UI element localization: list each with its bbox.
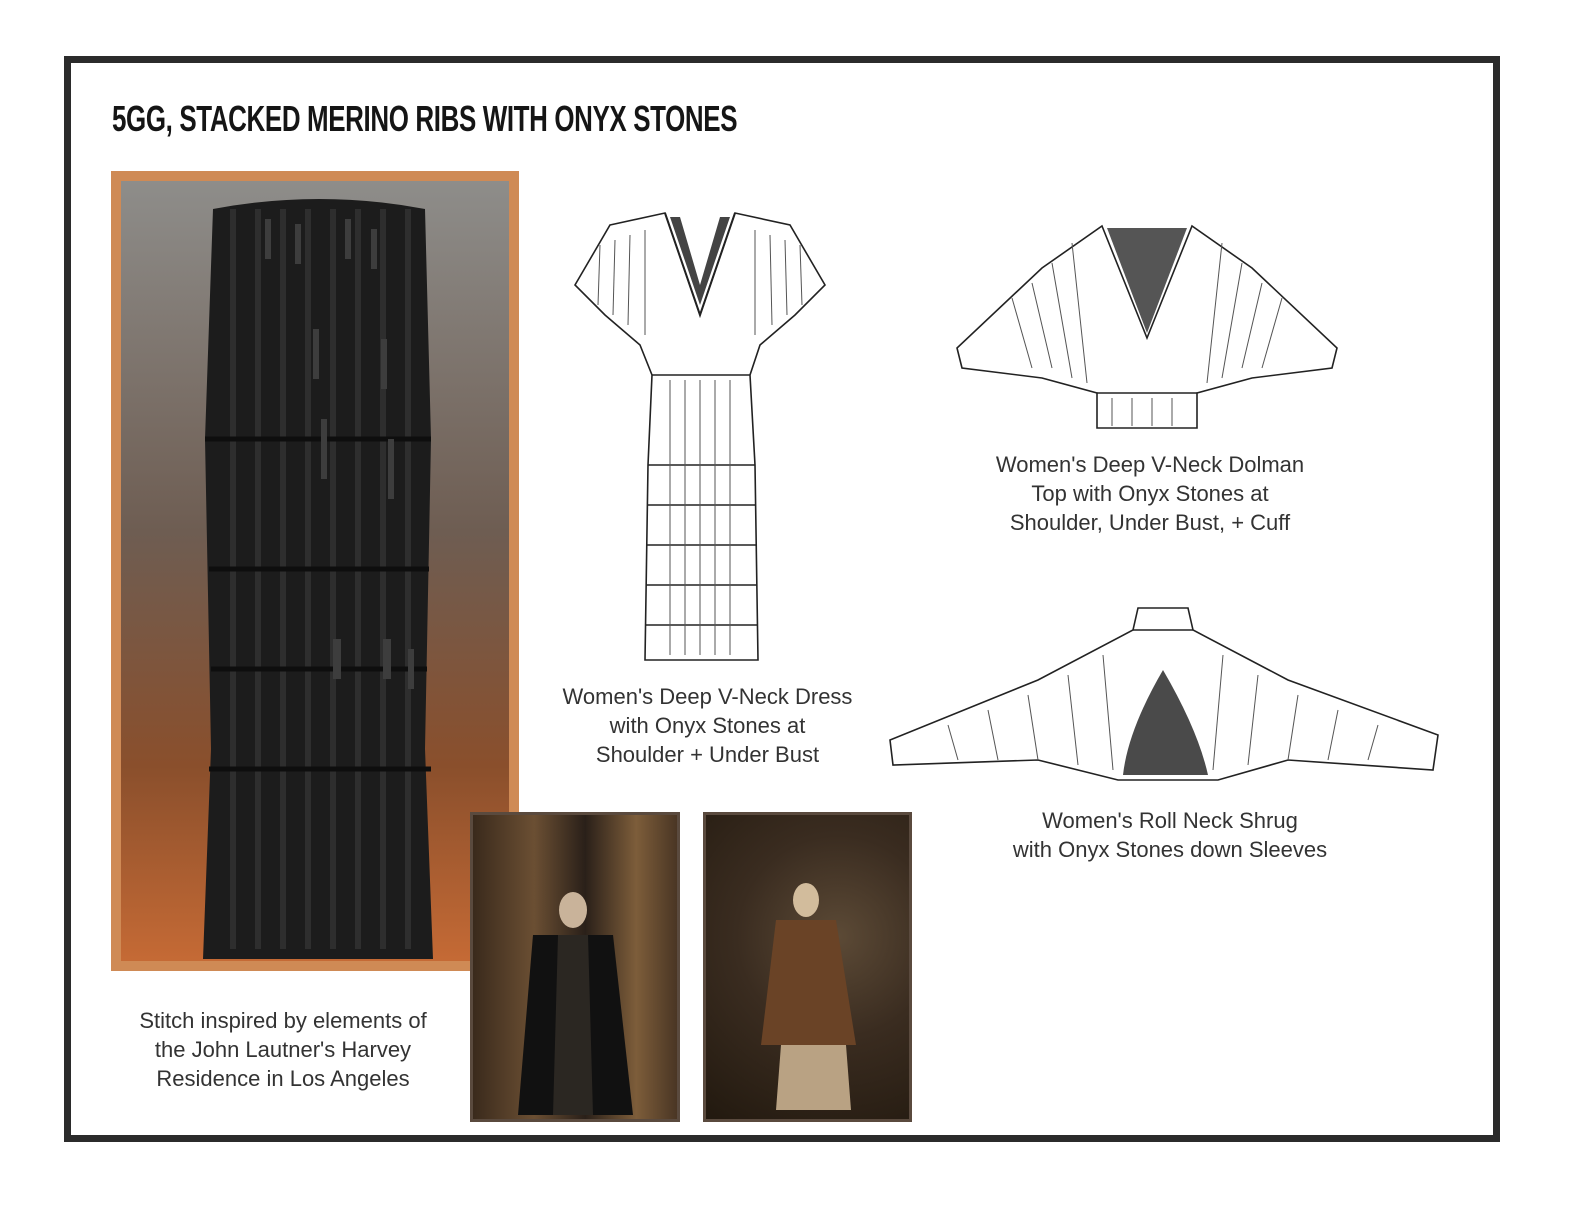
shrug-caption-line: Women's Roll Neck Shrug [1042, 808, 1298, 833]
knit-swatch-photo [111, 171, 519, 971]
swatch-caption-line: Stitch inspired by elements of [139, 1008, 427, 1033]
dolman-caption [980, 450, 1320, 537]
model-figure-image [473, 815, 677, 1119]
page-title: 5GG, STACKED MERINO RIBS WITH ONYX STONES [112, 98, 738, 139]
dolman-caption-line: Women's Deep V-Neck Dolman [995, 452, 1305, 477]
dress-caption [545, 682, 870, 769]
editorial-photo-brown-coat [703, 812, 912, 1122]
dolman-sketch [952, 218, 1342, 436]
shrug-caption [990, 806, 1350, 864]
shrug-caption-line: with Onyx Stones down Sleeves [1012, 837, 1328, 862]
knit-swatch-image [203, 189, 435, 959]
dress-caption-line: with Onyx Stones at [609, 713, 806, 738]
dress-caption-line: Shoulder + Under Bust [595, 742, 820, 767]
swatch-caption-line: the John Lautner's Harvey [154, 1037, 412, 1062]
dolman-caption-line: Top with Onyx Stones at [1031, 481, 1269, 506]
editorial-photo-black-coat [470, 812, 680, 1122]
dolman-caption-line: Shoulder, Under Bust, + Cuff [1009, 510, 1291, 535]
swatch-caption [118, 1006, 448, 1093]
dress-sketch [570, 205, 830, 665]
dress-caption-line: Women's Deep V-Neck Dress [562, 684, 853, 709]
model-figure-image [706, 815, 909, 1119]
shrug-sketch [888, 600, 1443, 790]
swatch-caption-line: Residence in Los Angeles [156, 1066, 410, 1091]
